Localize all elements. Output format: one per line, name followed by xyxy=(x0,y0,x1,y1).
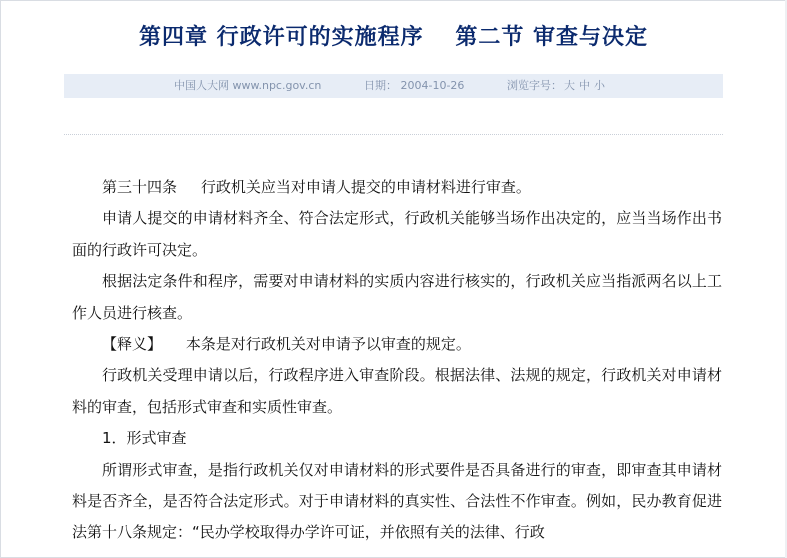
paragraph-text: 行政机关受理申请以后，行政程序进入审查阶段。根据法律、法规的规定，行政机关对申请材料的审查，包括形式审查和实质性审查。 xyxy=(72,366,722,416)
article-paragraph xyxy=(72,360,722,423)
section-heading: 1．形式审查 xyxy=(102,429,187,448)
date-label: 日期： xyxy=(364,79,397,92)
date-info xyxy=(364,74,464,98)
article-paragraph xyxy=(72,203,722,266)
article-body xyxy=(72,172,722,549)
article-paragraph xyxy=(72,266,722,329)
article-paragraph xyxy=(72,455,722,549)
article-paragraph xyxy=(72,172,722,203)
font-size-large-link[interactable]: 大 xyxy=(564,79,575,92)
paragraph-lead: 第三十四条 xyxy=(102,178,178,196)
paragraph-text: 本条是对行政机关对申请予以审查的规定。 xyxy=(185,335,471,354)
header-divider xyxy=(64,134,723,135)
font-size-control xyxy=(507,74,607,98)
paragraph-text: 申请人提交的申请材料齐全、符合法定形式，行政机关能够当场作出决定的，应当当场作出书面的行政许可决定。 xyxy=(72,209,722,259)
font-size-small-link[interactable]: 小 xyxy=(594,79,605,92)
article-paragraph xyxy=(72,329,722,360)
font-size-medium-link[interactable]: 中 xyxy=(579,79,590,92)
font-size-label: 浏览字号： xyxy=(507,79,562,92)
paragraph-text: 行政机关应当对申请人提交的申请材料进行审查。 xyxy=(200,178,531,196)
article-paragraph xyxy=(72,423,722,454)
paragraph-lead: 【释义】 xyxy=(102,335,163,354)
article-meta-bar xyxy=(64,74,723,98)
source-label: 中国人大网 www.npc.gov.cn xyxy=(174,79,322,92)
page-title: 第四章 行政许可的实施程序 第二节 审查与决定 xyxy=(139,24,648,50)
paragraph-text: 所谓形式审查，是指行政机关仅对申请材料的形式要件是否具备进行的审查，即审查其申请材料是否齐全，是否符合法定形式。对于申请材料的真实性、合法性不作审查。例如，民办教育促进法第十八条规定：“民办学校取得办学许可证，并依照有关的法律、行政 xyxy=(72,460,722,542)
paragraph-text: 根据法定条件和程序，需要对申请材料的实质内容进行核实的，行政机关应当指派两名以上工作人员进行核查。 xyxy=(72,272,722,322)
date-value: 2004-10-26 xyxy=(400,79,465,92)
